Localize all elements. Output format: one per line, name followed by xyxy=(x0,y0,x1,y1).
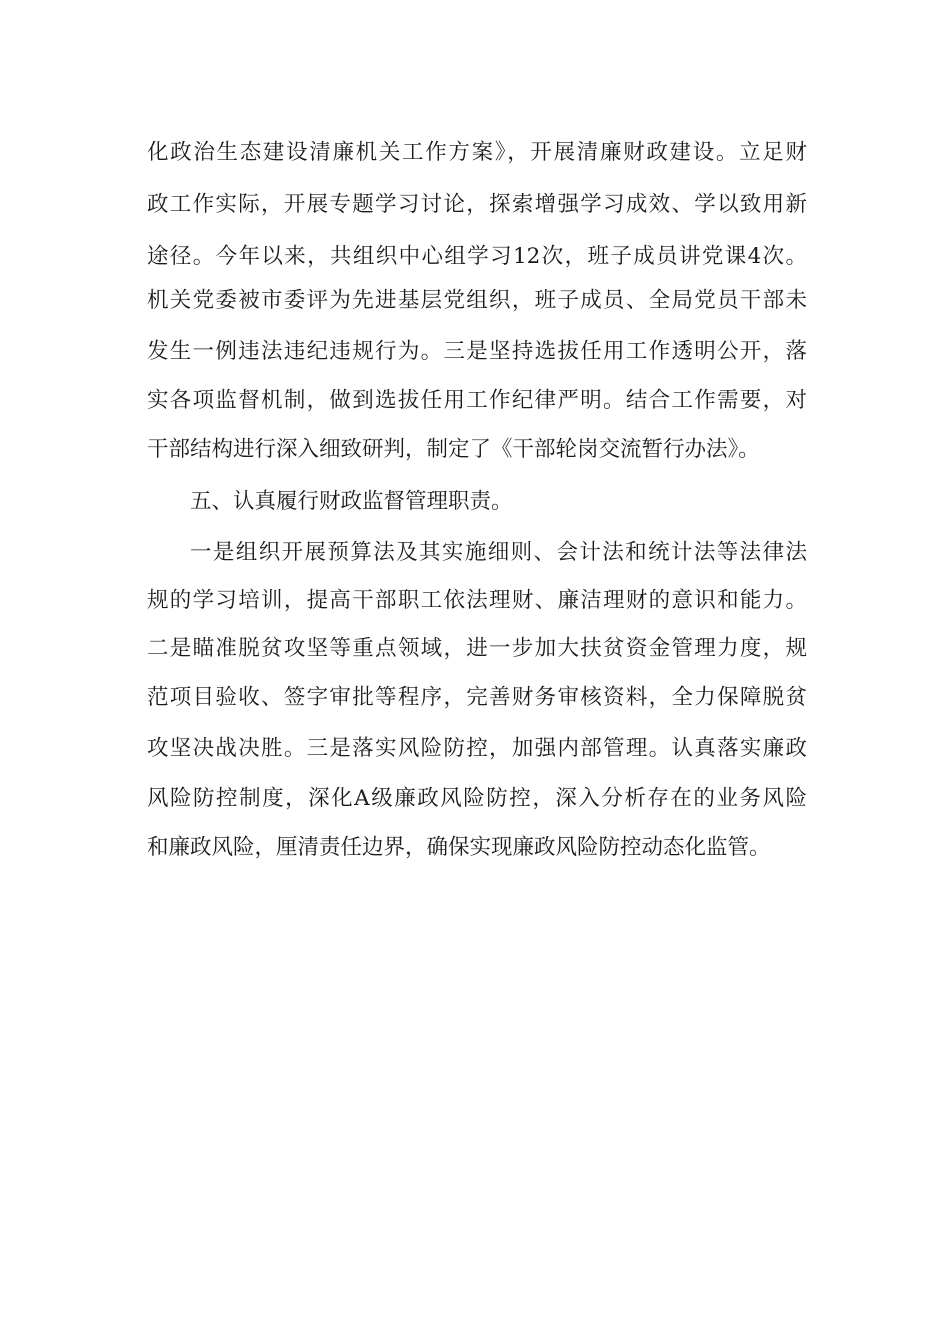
text-line: 二是瞄准脱贫攻坚等重点领域，进一步加大扶贫资金管理力度，规 xyxy=(147,636,807,661)
text-line: 化政治生态建设清廉机关工作方案》，开展清廉财政建设。立足财 xyxy=(147,140,807,165)
text-line: 一是组织开展预算法及其实施细则、会计法和统计法等法律法 xyxy=(190,540,807,565)
text-line: 范项目验收、签字审批等程序，完善财务审核资料，全力保障脱贫 xyxy=(147,685,807,710)
text-line: 政工作实际，开展专题学习讨论，探索增强学习成效、学以致用新 xyxy=(147,192,807,217)
text-line: 实各项监督机制，做到选拔任用工作纪律严明。结合工作需要，对 xyxy=(147,388,807,413)
text-line: 途径。今年以来，共组织中心组学习12次，班子成员讲党课4次。 xyxy=(147,244,807,269)
text-line: 机关党委被市委评为先进基层党组织，班子成员、全局党员干部未 xyxy=(147,288,807,313)
text-line: 风险防控制度，深化A级廉政风险防控，深入分析存在的业务风险 xyxy=(147,786,807,811)
text-line: 攻坚决战决胜。三是落实风险防控，加强内部管理。认真落实廉政 xyxy=(147,736,807,761)
section-heading: 五、认真履行财政监督管理职责。 xyxy=(190,489,513,514)
text-line: 发生一例违法违纪违规行为。三是坚持选拔任用工作透明公开，落 xyxy=(147,339,807,364)
text-line: 和廉政风险，厘清责任边界，确保实现廉政风险防控动态化监管。 xyxy=(147,835,771,860)
text-line: 干部结构进行深入细致研判，制定了《干部轮岗交流暂行办法》。 xyxy=(147,437,760,462)
text-line: 规的学习培训，提高干部职工依法理财、廉洁理财的意识和能力。 xyxy=(147,588,807,613)
